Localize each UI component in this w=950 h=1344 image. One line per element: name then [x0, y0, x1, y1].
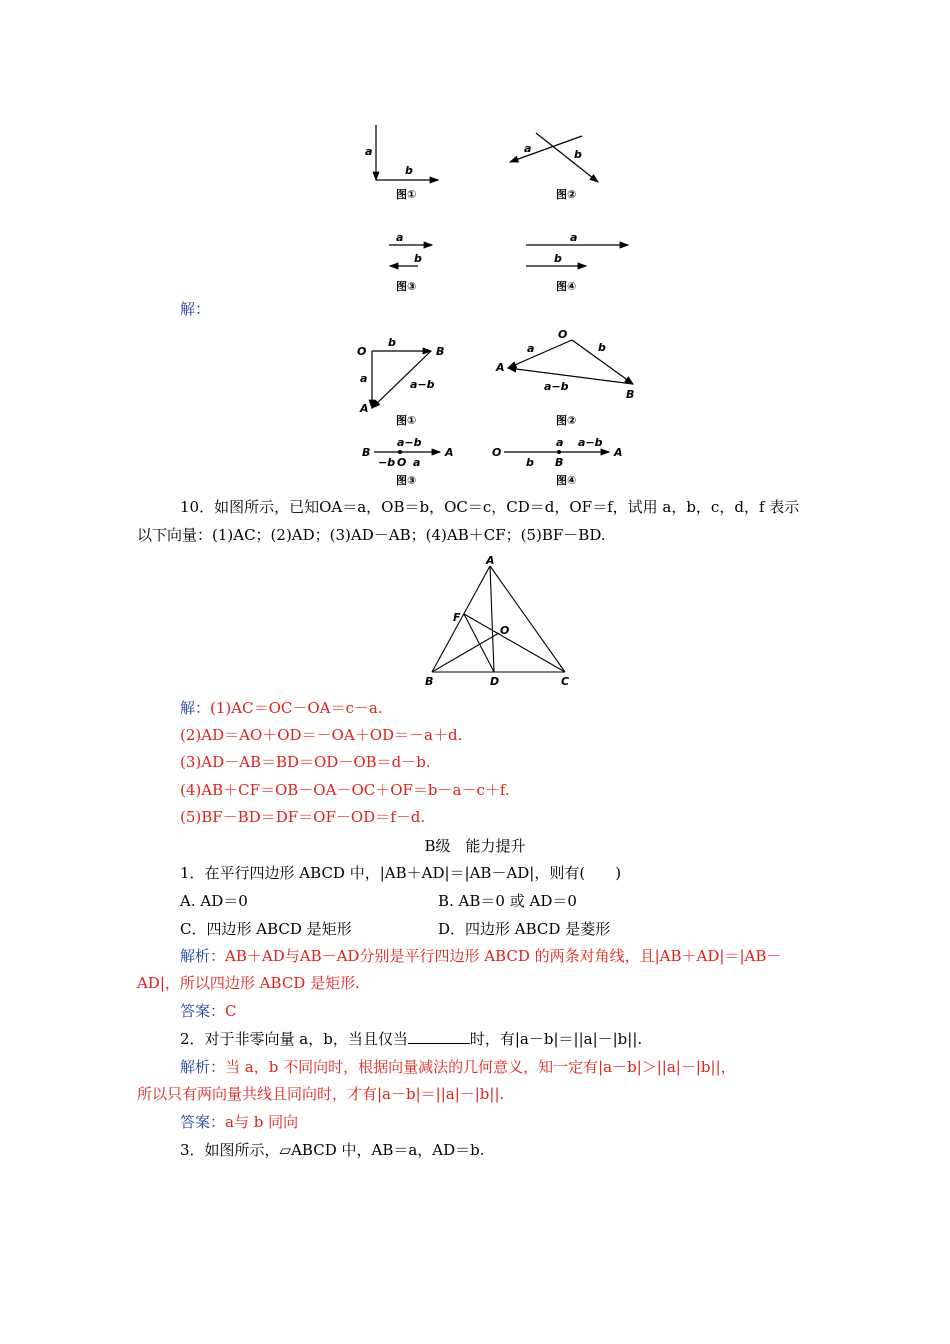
sol4-caption: 图④ — [556, 474, 577, 487]
sol3-amb: a−b — [397, 436, 422, 449]
sol4-a: a — [556, 436, 564, 449]
p1-analysis-1 — [180, 946, 781, 966]
sol2-O: O — [558, 328, 568, 341]
fig2-label-b: b — [574, 148, 582, 161]
triangle-figure — [400, 552, 590, 692]
p2-stem-post: 时，有|a－b|＝||a|－|b||. — [469, 1030, 643, 1048]
sol2-B: B — [626, 388, 635, 401]
tri-B: B — [425, 675, 434, 688]
solution-figure-3 — [362, 436, 454, 487]
fig2-caption: 图② — [556, 188, 577, 201]
p1-option-c: C．四边形 ABCD 是矩形 — [180, 920, 352, 938]
p1-answer-label: 答案： — [180, 1002, 226, 1020]
sol4-B: B — [555, 456, 564, 469]
sol2-caption: 图② — [556, 414, 577, 427]
sol1-O: O — [357, 345, 367, 358]
solution-label: 解： — [180, 300, 211, 318]
solution-figure-4 — [492, 436, 623, 487]
figure-2-top — [510, 133, 598, 201]
fig4-label-a: a — [570, 231, 578, 244]
sol1-amb: a−b — [410, 378, 435, 391]
p1-analysis-label: 解析： — [180, 947, 226, 965]
solution-figure-2 — [495, 328, 634, 427]
p1-option-b: B. AB＝0 或 AD＝0 — [438, 892, 577, 910]
p2-answer-value: a与 b 同向 — [225, 1113, 299, 1131]
sol2-A: A — [496, 361, 505, 374]
p1-analysis-2: AD|，所以四边形 ABCD 是矩形. — [137, 974, 360, 992]
tri-D: D — [490, 675, 500, 688]
tri-C: C — [561, 675, 570, 688]
p2-analysis-2: 所以只有两向量共线且同向时，才有|a－b|＝||a|－|b||. — [137, 1085, 505, 1103]
sol4-amb: a−b — [578, 436, 603, 449]
tri-O: O — [500, 624, 510, 637]
sol1-caption: 图① — [396, 414, 417, 427]
p2-analysis-label: 解析： — [180, 1058, 226, 1076]
tri-F: F — [453, 611, 461, 624]
fig3-label-a: a — [396, 231, 404, 244]
sol4-O: O — [492, 446, 502, 459]
p2-answer-blank — [408, 1029, 470, 1044]
fig2-label-a: a — [524, 142, 532, 155]
p1-answer-value: C — [225, 1002, 237, 1020]
sol3-B: B — [362, 446, 371, 459]
p1-stem: 1．在平行四边形 ABCD 中，|AB＋AD|＝|AB－AD|，则有( ) — [180, 864, 622, 882]
sol3-A: A — [445, 446, 454, 459]
p2-answer-label: 答案： — [180, 1113, 226, 1131]
sol3-O: O — [397, 456, 407, 469]
sol3-caption: 图③ — [396, 474, 417, 487]
q10-line1: 10．如图所示，已知OA＝a，OB＝b，OC＝c，CD＝d，OF＝f，试用 a，b，c，d，f 表示 — [180, 498, 800, 516]
p3-stem: 3．如图所示，▱ABCD 中，AB＝a，AD＝b. — [180, 1141, 485, 1159]
p2-analysis-1 — [180, 1057, 736, 1077]
q10-step-5: (5)BF－BD＝DF＝OF－OD＝f－d. — [180, 808, 426, 826]
q10-step-4: (4)AB＋CF＝OB－OA－OC＋OF＝b－a－c＋f. — [180, 781, 510, 799]
top-figures — [0, 0, 950, 300]
sol1-b: b — [388, 336, 396, 349]
fig3-caption: 图③ — [396, 280, 417, 293]
fig3-label-b: b — [414, 252, 422, 265]
section-title: B级 能力提升 — [424, 837, 526, 855]
fig1-label-a: a — [365, 145, 373, 158]
p2-analysis-text-1: 当 a，b 不同向时，根据向量减法的几何意义，知一定有|a－b|＞||a|－|b||， — [225, 1058, 736, 1076]
solution-figure-1 — [357, 336, 444, 427]
figure-4-top — [526, 231, 628, 293]
p1-option-a: A. AD＝0 — [180, 892, 248, 910]
q10-line2: 以下向量：(1)AC；(2)AD；(3)AD－AB；(4)AB＋CF；(5)BF－BD. — [137, 526, 606, 544]
q10-step-2: (2)AD＝AO＋OD＝－OA＋OD＝－a＋d. — [180, 726, 463, 744]
q10-solution-1 — [180, 698, 383, 718]
sol3-a: a — [413, 456, 421, 469]
sol2-amb: a−b — [544, 380, 569, 393]
figure-1-top — [365, 125, 438, 201]
sol4-A: A — [614, 446, 623, 459]
q10-solution-label: 解： — [180, 699, 211, 717]
fig1-caption: 图① — [396, 188, 417, 201]
sol4-b: b — [526, 456, 534, 469]
sol1-B: B — [436, 345, 445, 358]
p2-stem-pre: 2．对于非零向量 a，b，当且仅当 — [180, 1030, 408, 1048]
p1-answer — [180, 1001, 237, 1021]
figure-3-top — [389, 231, 432, 293]
sol2-b: b — [598, 341, 606, 354]
p2-answer — [180, 1112, 298, 1132]
p2-stem — [180, 1029, 642, 1049]
fig1-label-b: b — [405, 164, 413, 177]
p1-option-d: D．四边形 ABCD 是菱形 — [438, 920, 611, 938]
sol1-A: A — [360, 402, 369, 415]
fig4-label-b: b — [554, 252, 562, 265]
sol2-a: a — [527, 342, 535, 355]
fig4-caption: 图④ — [556, 280, 577, 293]
q10-step-3: (3)AD－AB＝BD＝OD－OB＝d－b. — [180, 753, 431, 771]
sol1-a: a — [360, 372, 368, 385]
sol3-nb: −b — [378, 456, 396, 469]
tri-A: A — [486, 554, 495, 567]
p1-analysis-text-1: AB＋AD与AB－AD分别是平行四边形 ABCD 的两条对角线，且|AB＋AD|＝|AB－ — [225, 947, 782, 965]
solution-figures — [0, 320, 950, 490]
q10-step-1: (1)AC＝OC－OA＝c－a. — [210, 699, 383, 717]
